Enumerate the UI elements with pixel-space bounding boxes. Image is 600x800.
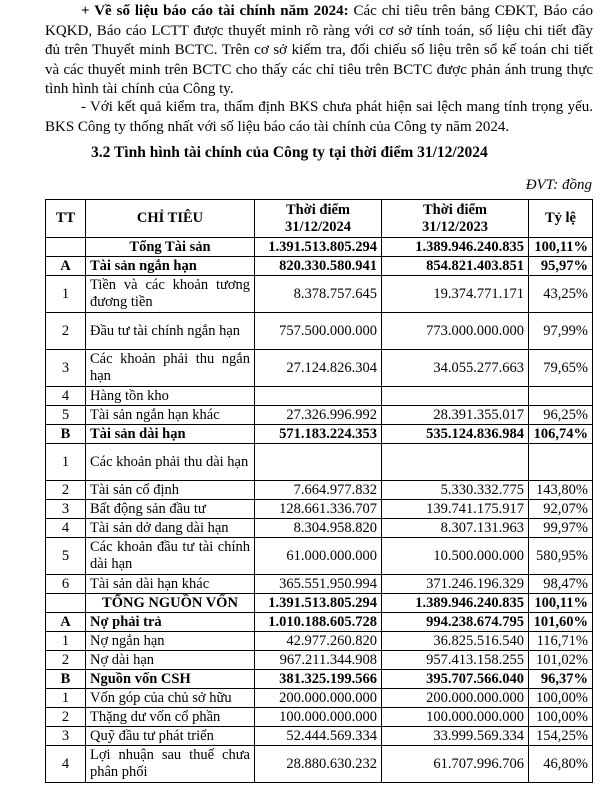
row-value-2023: 535.124.836.984 bbox=[382, 425, 529, 444]
row-value-2023 bbox=[382, 444, 529, 481]
row-value-2024: 61.000.000.000 bbox=[255, 538, 382, 575]
row-indicator: Quỹ đầu tư phát triển bbox=[86, 727, 255, 746]
row-value-2024: 42.977.260.820 bbox=[255, 632, 382, 651]
table-row bbox=[46, 519, 593, 538]
row-tt: A bbox=[46, 613, 86, 632]
row-value-2023: 371.246.196.329 bbox=[382, 575, 529, 594]
row-tt: 3 bbox=[46, 727, 86, 746]
row-value-2023: 957.413.158.255 bbox=[382, 651, 529, 670]
row-value-2023: 139.741.175.917 bbox=[382, 500, 529, 519]
row-value-2023: 10.500.000.000 bbox=[382, 538, 529, 575]
row-ratio bbox=[529, 387, 593, 406]
row-value-2024: 8.378.757.645 bbox=[255, 276, 382, 313]
row-indicator: Nguồn vốn CSH bbox=[86, 670, 255, 689]
row-tt: 1 bbox=[46, 632, 86, 651]
row-ratio: 101,02% bbox=[529, 651, 593, 670]
table-body bbox=[46, 238, 593, 783]
table-row bbox=[46, 406, 593, 425]
row-ratio: 99,97% bbox=[529, 519, 593, 538]
row-tt: 1 bbox=[46, 276, 86, 313]
row-ratio: 92,07% bbox=[529, 500, 593, 519]
table-row bbox=[46, 500, 593, 519]
row-tt: 3 bbox=[46, 500, 86, 519]
row-value-2023: 33.999.569.334 bbox=[382, 727, 529, 746]
table-row bbox=[46, 350, 593, 387]
row-value-2023: 395.707.566.040 bbox=[382, 670, 529, 689]
row-indicator: Tài sản cố định bbox=[86, 481, 255, 500]
row-ratio: 106,74% bbox=[529, 425, 593, 444]
row-ratio: 100,11% bbox=[529, 238, 593, 257]
table-row bbox=[46, 313, 593, 350]
unit-note: ĐVT: đồng bbox=[525, 177, 592, 193]
table-row bbox=[46, 651, 593, 670]
row-tt: 5 bbox=[46, 406, 86, 425]
row-ratio: 143,80% bbox=[529, 481, 593, 500]
table-row bbox=[46, 238, 593, 257]
row-value-2023: 200.000.000.000 bbox=[382, 689, 529, 708]
row-tt: 1 bbox=[46, 444, 86, 481]
table-row bbox=[46, 613, 593, 632]
paragraph-conclusion: - Với kết quả kiểm tra, thẩm định BKS chưa phát hiện sai lệch mang tính trọng yếu. BKS Công ty thống nhất với số liệu báo cáo tài chính của Công ty năm 2024. bbox=[45, 99, 593, 135]
row-indicator: TỔNG NGUỒN VỐN bbox=[86, 594, 255, 613]
table-row bbox=[46, 481, 593, 500]
row-value-2024: 27.326.996.992 bbox=[255, 406, 382, 425]
row-indicator: Lợi nhuận sau thuế chưa phân phối bbox=[86, 746, 255, 783]
row-ratio: 580,95% bbox=[529, 538, 593, 575]
row-tt: 2 bbox=[46, 651, 86, 670]
table-row bbox=[46, 444, 593, 481]
row-tt: 3 bbox=[46, 350, 86, 387]
row-value-2024: 7.664.977.832 bbox=[255, 481, 382, 500]
row-ratio: 116,71% bbox=[529, 632, 593, 651]
table-header-row bbox=[46, 200, 593, 238]
table-row bbox=[46, 387, 593, 406]
row-value-2024: 27.124.826.304 bbox=[255, 350, 382, 387]
row-value-2023: 1.389.946.240.835 bbox=[382, 594, 529, 613]
row-value-2023: 34.055.277.663 bbox=[382, 350, 529, 387]
table-row bbox=[46, 425, 593, 444]
row-indicator: Tài sản ngắn hạn bbox=[86, 257, 255, 276]
row-value-2024: 100.000.000.000 bbox=[255, 708, 382, 727]
row-value-2024 bbox=[255, 444, 382, 481]
row-tt: 4 bbox=[46, 387, 86, 406]
table-row bbox=[46, 575, 593, 594]
row-indicator: Tài sản dài hạn khác bbox=[86, 575, 255, 594]
row-value-2023: 1.389.946.240.835 bbox=[382, 238, 529, 257]
row-value-2023: 19.374.771.171 bbox=[382, 276, 529, 313]
row-indicator: Các khoản đầu tư tài chính dài hạn bbox=[86, 538, 255, 575]
row-value-2023: 100.000.000.000 bbox=[382, 708, 529, 727]
header-2024 bbox=[255, 200, 382, 238]
section-title: 3.2 Tình hình tài chính của Công ty tại thời điểm 31/12/2024 bbox=[91, 144, 488, 161]
table-row bbox=[46, 594, 593, 613]
row-value-2024: 571.183.224.353 bbox=[255, 425, 382, 444]
row-value-2024: 1.391.513.805.294 bbox=[255, 238, 382, 257]
row-value-2023: 854.821.403.851 bbox=[382, 257, 529, 276]
row-tt: B bbox=[46, 425, 86, 444]
row-ratio: 101,60% bbox=[529, 613, 593, 632]
table-row bbox=[46, 670, 593, 689]
row-value-2023 bbox=[382, 387, 529, 406]
row-value-2024: 52.444.569.334 bbox=[255, 727, 382, 746]
table-row bbox=[46, 257, 593, 276]
row-ratio: 96,25% bbox=[529, 406, 593, 425]
table-row bbox=[46, 746, 593, 783]
header-indicator: CHỈ TIÊU bbox=[86, 200, 255, 238]
row-indicator: Các khoản phải thu dài hạn bbox=[86, 444, 255, 481]
table-row bbox=[46, 276, 593, 313]
row-indicator: Hàng tồn kho bbox=[86, 387, 255, 406]
header-2023 bbox=[382, 200, 529, 238]
row-indicator: Nợ dài hạn bbox=[86, 651, 255, 670]
header-2024-line2: 31/12/2024 bbox=[284, 218, 352, 235]
row-tt: 2 bbox=[46, 708, 86, 727]
row-value-2024: 820.330.580.941 bbox=[255, 257, 382, 276]
row-ratio bbox=[529, 444, 593, 481]
row-indicator: Nợ ngắn hạn bbox=[86, 632, 255, 651]
table-row bbox=[46, 632, 593, 651]
row-value-2024: 381.325.199.566 bbox=[255, 670, 382, 689]
row-value-2024: 365.551.950.994 bbox=[255, 575, 382, 594]
row-tt bbox=[46, 238, 86, 257]
row-ratio: 46,80% bbox=[529, 746, 593, 783]
row-indicator: Tài sản ngắn hạn khác bbox=[86, 406, 255, 425]
row-value-2024: 28.880.630.232 bbox=[255, 746, 382, 783]
row-ratio: 98,47% bbox=[529, 575, 593, 594]
table-row bbox=[46, 538, 593, 575]
row-indicator: Các khoản phải thu ngắn hạn bbox=[86, 350, 255, 387]
row-value-2024: 128.661.336.707 bbox=[255, 500, 382, 519]
header-2023-line2: 31/12/2023 bbox=[421, 218, 489, 235]
row-ratio: 100,00% bbox=[529, 708, 593, 727]
table-row bbox=[46, 727, 593, 746]
header-tt: TT bbox=[46, 200, 86, 238]
row-value-2024: 1.391.513.805.294 bbox=[255, 594, 382, 613]
row-tt: 4 bbox=[46, 746, 86, 783]
paragraph-financial-data-heading: + Về số liệu báo cáo tài chính năm 2024: bbox=[81, 3, 349, 19]
row-tt: 1 bbox=[46, 689, 86, 708]
row-indicator: Tổng Tài sản bbox=[86, 238, 255, 257]
row-value-2023: 36.825.516.540 bbox=[382, 632, 529, 651]
row-value-2024: 1.010.188.605.728 bbox=[255, 613, 382, 632]
row-ratio: 97,99% bbox=[529, 313, 593, 350]
row-value-2024: 8.304.958.820 bbox=[255, 519, 382, 538]
row-tt: 5 bbox=[46, 538, 86, 575]
paragraph-financial-data bbox=[45, 2, 593, 100]
table-row bbox=[46, 689, 593, 708]
row-value-2023: 5.330.332.775 bbox=[382, 481, 529, 500]
row-tt: 2 bbox=[46, 313, 86, 350]
header-2024-line1: Thời điểm bbox=[285, 201, 351, 218]
row-tt: 2 bbox=[46, 481, 86, 500]
row-indicator: Đầu tư tài chính ngắn hạn bbox=[86, 313, 255, 350]
row-indicator: Thặng dư vốn cổ phần bbox=[86, 708, 255, 727]
row-tt: A bbox=[46, 257, 86, 276]
row-ratio: 43,25% bbox=[529, 276, 593, 313]
row-tt: 4 bbox=[46, 519, 86, 538]
row-indicator: Vốn góp của chủ sở hữu bbox=[86, 689, 255, 708]
row-value-2023: 773.000.000.000 bbox=[382, 313, 529, 350]
row-ratio: 79,65% bbox=[529, 350, 593, 387]
row-ratio: 95,97% bbox=[529, 257, 593, 276]
row-value-2024: 967.211.344.908 bbox=[255, 651, 382, 670]
row-ratio: 154,25% bbox=[529, 727, 593, 746]
table-row bbox=[46, 708, 593, 727]
header-ratio: Tỷ lệ bbox=[529, 200, 593, 238]
financial-table bbox=[45, 199, 593, 783]
row-value-2023: 28.391.355.017 bbox=[382, 406, 529, 425]
row-value-2023: 61.707.996.706 bbox=[382, 746, 529, 783]
row-value-2024: 757.500.000.000 bbox=[255, 313, 382, 350]
row-ratio: 100,00% bbox=[529, 689, 593, 708]
row-tt: 6 bbox=[46, 575, 86, 594]
row-indicator: Tài sản dài hạn bbox=[86, 425, 255, 444]
row-value-2024 bbox=[255, 387, 382, 406]
row-tt: B bbox=[46, 670, 86, 689]
row-value-2024: 200.000.000.000 bbox=[255, 689, 382, 708]
row-ratio: 96,37% bbox=[529, 670, 593, 689]
paragraph-financial-data-body: Các chỉ tiêu trên bảng CĐKT, Báo cáo KQKD, Báo cáo LCTT được thuyết minh rõ ràng với cơ sở tính toán, số liệu chi tiết đầy đủ trên Thuyết minh BCTC. Trên cơ sở kiểm tra, đối chiếu số liệu trên sổ kế toán chi tiết và các thuyết minh trên BCTC cho thấy các chỉ tiêu trên BCTC được phản ánh trung thực tình hình tài chính của Công ty. bbox=[45, 3, 593, 97]
row-value-2023: 994.238.674.795 bbox=[382, 613, 529, 632]
row-indicator: Bất động sản đầu tư bbox=[86, 500, 255, 519]
row-ratio: 100,11% bbox=[529, 594, 593, 613]
row-indicator: Nợ phải trả bbox=[86, 613, 255, 632]
row-value-2023: 8.307.131.963 bbox=[382, 519, 529, 538]
row-tt bbox=[46, 594, 86, 613]
header-2023-line1: Thời điểm bbox=[422, 201, 488, 218]
row-indicator: Tiền và các khoản tương đương tiền bbox=[86, 276, 255, 313]
row-indicator: Tài sản dở dang dài hạn bbox=[86, 519, 255, 538]
